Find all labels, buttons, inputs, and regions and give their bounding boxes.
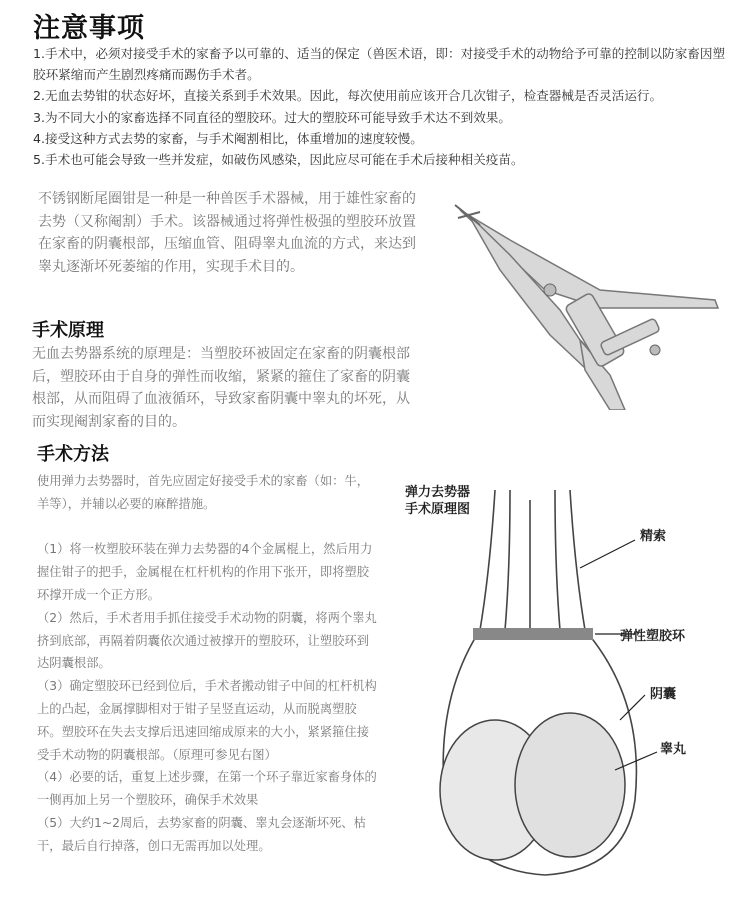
method-paragraph: 使用弹力去势器时，首先应固定好接受手术的家畜（如：牛，羊等），并辅以必要的麻醉措施。 xyxy=(37,474,370,511)
label-scrotum: 阴囊 xyxy=(650,687,677,702)
method-paragraph: （4）必要的话，重复上述步骤，在第一个环子靠近家畜身体的一侧再加上另一个塑胶环，确保手术效果 xyxy=(37,770,377,808)
note-item: 3.为不同大小的家畜选择不同直径的塑胶环。过大的塑胶环可能导致手术达不到效果。 xyxy=(33,109,511,125)
method-heading: 手术方法 xyxy=(37,444,109,465)
note-item: 2.无血去势钳的状态好坏，直接关系到手术效果。因此，每次使用前应该开合几次钳子，检查器械是否灵活运行。 xyxy=(33,88,663,104)
diagram-title-line: 手术原理图 xyxy=(405,502,471,517)
notes-list xyxy=(33,43,733,170)
label-elastic-ring: 弹性塑胶环 xyxy=(620,629,686,644)
principle-heading: 手术原理 xyxy=(32,320,104,341)
principle-paragraph: 无血去势器系统的原理是：当塑胶环被固定在家畜的阴囊根部后，塑胶环由于自身的弹性而收缩，紧紧的箍住了家畜的阴囊根部，从而阻碍了血液循环，导致家畜阴囊中睾丸的坏死，从而实现阉割家畜的目的。 xyxy=(32,346,410,430)
method-text xyxy=(37,470,377,858)
diagram-title xyxy=(405,484,470,518)
label-spermatic-cord: 精索 xyxy=(640,529,667,544)
method-paragraph: （3）确定塑胶环已经到位后，手术者搬动钳子中间的杠杆机构上的凸起，金属撑脚相对于钳子呈竖直运动，从而脱离塑胶环。塑胶环在失去支撑后迅速回缩成原来的大小，紧紧箍住接受手术动物的阴囊根部。（原理可参见右图） xyxy=(37,679,377,762)
method-paragraph: （5）大约1~2周后，去势家畜的阴囊、睾丸会逐渐坏死、枯干，最后自行掉落，创口无需再加以处理。 xyxy=(37,815,366,853)
method-paragraph: （2）然后，手术者用手抓住接受手术动物的阴囊，将两个睾丸挤到底部，再隔着阴囊依次通过被撑开的塑胶环，让塑胶环到达阴囊根部。 xyxy=(37,610,377,671)
note-item: 1.手术中，必须对接受手术的家畜予以可靠的、适当的保定（兽医术语，即：对接受手术的动物给予可靠的控制以防家畜因塑胶环紧缩而产生剧烈疼痛而踢伤手术者。 xyxy=(33,46,726,83)
castration-pliers-image xyxy=(450,200,725,410)
diagram-title-line: 弹力去势器 xyxy=(405,485,471,500)
method-paragraph: （1）将一枚塑胶环装在弹力去势器的4个金属棍上，然后用力握住钳子的把手，金属棍在杠杆机构的作用下张开，即将塑胶环撑开成一个正方形。 xyxy=(37,542,373,602)
label-testicle: 睾丸 xyxy=(660,742,687,757)
method-paragraph xyxy=(37,516,377,539)
intro-paragraph: 不锈钢断尾圈钳是一种是一种兽医手术器械，用于雄性家畜的去势（又称阉割）手术。该器械通过将弹性极强的塑胶环放置在家畜的阴囊根部，压缩血管、阻碍睾丸血流的方式，来达到睾丸逐渐坏死萎缩的作用，实现手术目的。 xyxy=(38,191,416,275)
note-item: 5.手术也可能会导致一些并发症，如破伤风感染，因此应尽可能在手术后接种相关疫苗。 xyxy=(33,152,524,168)
note-item: 4.接受这种方式去势的家畜，与手术阉割相比，体重增加的速度较慢。 xyxy=(33,130,423,146)
notes-title: 注意事项 xyxy=(33,13,145,44)
